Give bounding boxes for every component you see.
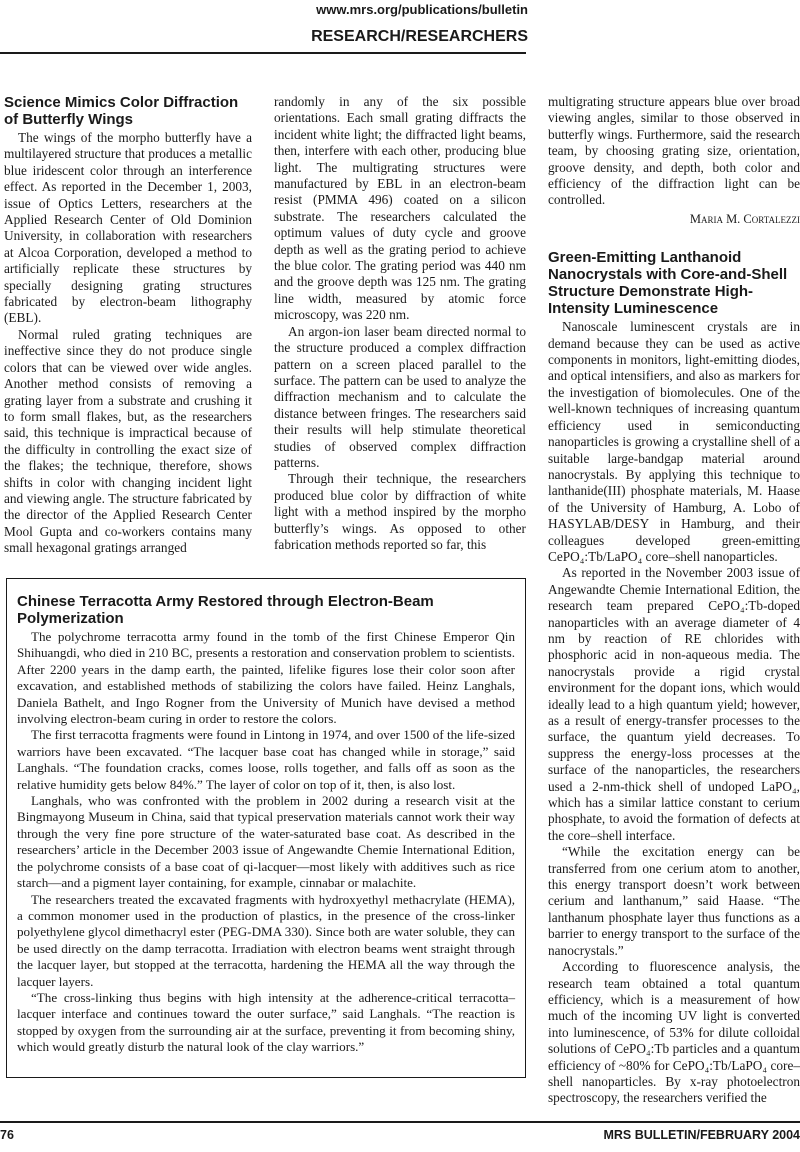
section-title: RESEARCH/RESEARCHERS [311, 28, 528, 45]
article-3-paragraph: The polychrome terracotta army found in the tomb of the first Chinese Emperor Qin Shihuangdi, who died in 210 BC, presents a restoration and conservation problem to scientists. After 2200 years in the damp earth, the painted, lifelike figures lose their color soon after excavation, and established methods of stabilizing the colors have failed. Heinz Langhals, Daniela Bathelt, and Ingo Rogner from the University of Munich have devised a method involving electron-beam curing in order to restore the colors. [17, 629, 515, 727]
article-2-title: Green-Emitting Lanthanoid Nanocrystals with Core-and-Shell Structure Demonstrate High-Intensity Luminescence [548, 249, 788, 318]
article-3-paragraph: The first terracotta fragments were found in Lintong in 1974, and over 1500 of the life-sized warriors have been excavated. “The lacquer base coat has changed while in storage,” said Langhals. “The foundation cracks, comes loose, rolls together, and falls off as soon as the relative humidity gets below 84%.” The layer of color on top of it, then, is also lost. [17, 727, 515, 792]
column-2 [274, 94, 526, 553]
column-3 [548, 94, 800, 1107]
article-3-title: Chinese Terracotta Army Restored through Electron-Beam Polymerization [17, 593, 434, 627]
article-2-paragraph: As reported in the November 2003 issue of Angewandte Chemie International Edition, the research team prepared CePO₄:Tb-doped nanoparticles with an average diameter of 4 nm by reaction of RE chlorides with phosphoric acid in non-aqueous media. The nanocrystals provide a rigid crystal environment for the dopant ions, which would ideally lead to a high quantum yield; however, as a result of energy-transfer processes to the surface, the quantum yield decreases. To suppress the energy-loss processes at the surface of the nanoparticles, the researchers used a 2-nm-thick shell of undoped LaPO₄, which has a similar lattice constant to cerium phosphate, to avoid the formation of defects at the core–shell interface. [548, 565, 800, 843]
article-3-paragraph: Langhals, who was confronted with the problem in 2002 during a research visit at the Bingmayong Museum in China, said that typical preservation materials cannot work their way through the very fine pore structure of the water-saturated base coat. As described in the researchers’ article in the December 2003 issue of Angewandte Chemie International Edition, the polychrome consists of a base coat of qi-lacquer—most likely with additives such as rice starch—and a pigment layer containing, for example, cinnabar or malachite. [17, 793, 515, 891]
article-1-paragraph: Normal ruled grating techniques are ineffective since they do not produce single colors that can be viewed over wide angles. Another method consists of removing a grating layer from a substrate and crushing it to form small flakes, but, as the researchers said, this technique is impractical because of the difficulty in controlling the exact size of the flakes; the technique, therefore, shows shifts in color with changing incident light and viewing angle. The structure fabricated by the director of the Applied Research Center Mool Gupta and co-workers contains many small hexagonal gratings arranged [4, 326, 252, 556]
journal-issue: MRS BULLETIN/FEBRUARY 2004 [603, 1128, 800, 1142]
page-number: 76 [0, 1128, 14, 1142]
article-1-paragraph: Through their technique, the researchers produced blue color by diffraction of white light with a method inspired by the morpho butterfly’s wings. As opposed to other fabrication methods reported so far, this [274, 471, 526, 552]
article-3-paragraph: The researchers treated the excavated fragments with hydroxyethyl methacrylate (HEMA), a common monomer used in the production of plastics, in the presence of the cross-linker polyethylene glycol dimethacryl ester (PEG-DMA 330). Since both are water soluble, they can be used directly on the damp terracotta. Irradiation with electron beams went straight through the lacquer layer, but stopped at the terracotta, hardening the HEMA all the way through the lacquer layers. [17, 891, 515, 989]
article-1-byline: Maria M. Cortalezzi [689, 211, 800, 226]
article-2-paragraph: According to fluorescence analysis, the research team obtained a total quantum efficiency, which is a measurement of how much of the incoming UV light is converted into luminescence, of 53% for dilute colloidal solutions of CePO₄:Tb particles and a quantum efficiency of ~80% for CePO₄:Tb/LaPO₄ core–shell nanoparticles. By x-ray photoelectron spectroscopy, the researchers verified the [548, 959, 800, 1106]
footer-rule [0, 1121, 800, 1123]
article-1-paragraph: randomly in any of the six possible orientations. Each small grating diffracts the incident white light; the diffracted light beams, then, interfere with each other, producing blue light. The multigrating structures were manufactured by EBL in an electron-beam resist (PMMA 496) coated on a silicon substrate. The researchers calculated the optimum values of duty cycle and groove depth as well as the grating period to achieve the blue color. The grating period was 440 nm and the groove depth was 125 nm. The grating line width, measured by atomic force microscopy, was 220 nm. [274, 94, 526, 323]
article-2-paragraph: Nanoscale luminescent crystals are in demand because they can be used as active components in monitors, light-emitting diodes, and optical intensifiers, and also as markers for the investigation of biomolecules. One of the well-known techniques of increasing quantum efficiency used in semiconducting nanoparticles is growing a crystalline shell of a suitable large-bandgap material around nanocrystals. By applying this technique to lanthanide(III) phosphate materials, M. Haase of the University of Hamburg, A. Lobo of HASYLAB/DESY in Hamburg, and their colleagues developed green-emitting CePO₄:Tb/LaPO₄ core–shell nanoparticles. [548, 319, 800, 564]
article-3-paragraph: “The cross-linking thus begins with high intensity at the adherence-critical terracotta–lacquer interface and continues toward the outer surface,” said Langhals. “The reaction is stopped by oxygen from the surrounding air at the surface, preventing it from becoming shiny, which would greatly disturb the natural look of the clay warriors.” [17, 989, 515, 1055]
article-1-paragraph: multigrating structure appears blue over broad viewing angles, similar to those observed in butterfly wings. Furthermore, said the research team, by choosing grating size, orientation, groove density, and depth, both color and efficiency of the diffraction light can be controlled. [548, 94, 800, 208]
article-1-paragraph: The wings of the morpho butterfly have a multilayered structure that produces a metallic blue iridescent color through an interference effect. As reported in the December 1, 2003, issue of Optics Letters, researchers at the Applied Research Center of Old Dominion University, in collaboration with researchers at Alcoa Corporation, developed a method to artificially replicate these structures by specially designing grating structures fabricated by electron-beam lithography (EBL). [4, 130, 252, 326]
article-1-paragraph: An argon-ion laser beam directed normal to the structure produced a complex diffraction pattern on a screen placed parallel to the surface. The pattern can be used to analyze the diffraction mechanism and to calculate the distance between fringes. The researchers said their results will help stimulate theoretical studies of observed complex diffraction patterns. [274, 323, 526, 470]
article-2-paragraph: “While the excitation energy can be transferred from one cerium atom to another, this energy transport doesn’t work between cerium and lanthanum,” said Haase. “The lanthanum phosphate layer thus functions as a barrier to energy transport to the surface of the nanocrystals.” [548, 844, 800, 958]
article-1-title: Science Mimics Color Diffraction of Butterfly Wings [4, 94, 239, 128]
header-rule [0, 52, 526, 54]
terracotta-article-box [6, 578, 526, 1078]
column-1 [4, 94, 252, 557]
journal-url: www.mrs.org/publications/bulletin [316, 2, 528, 17]
